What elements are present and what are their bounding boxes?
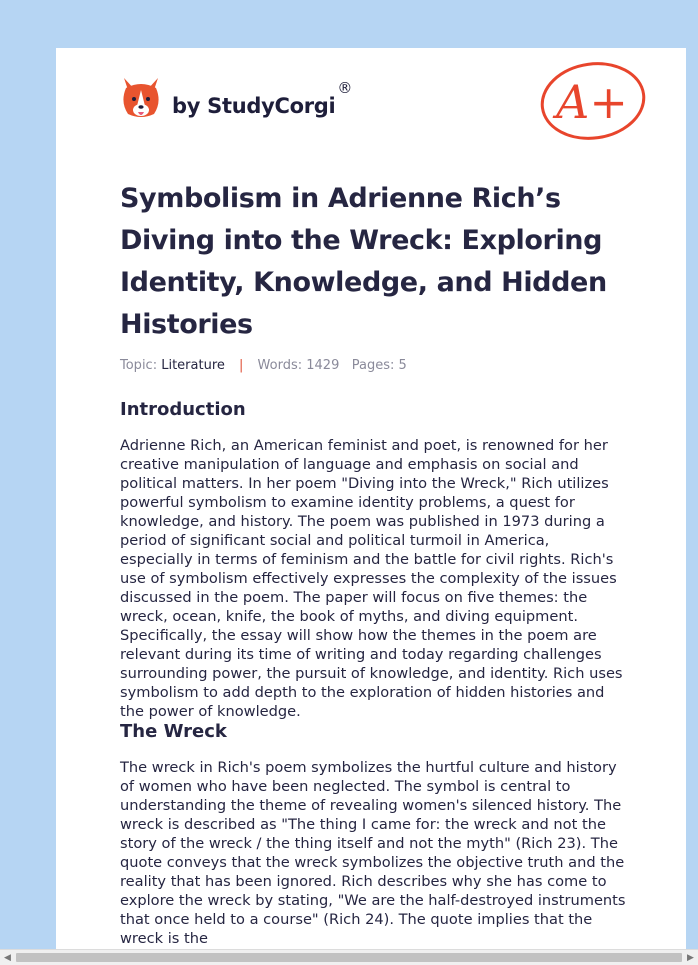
pages-count: 5	[398, 358, 407, 373]
horizontal-scrollbar[interactable]	[0, 949, 698, 965]
section-heading-the-wreck: The Wreck	[120, 721, 227, 742]
topic-link[interactable]: Literature	[161, 358, 225, 373]
words-label: Words:	[257, 358, 303, 373]
grade-text: A+	[556, 75, 628, 129]
article-title: Symbolism in Adrienne Rich’s Diving into the Wreck: Exploring Identity, Knowledge, and Hidden Histories	[120, 183, 607, 340]
brand-name: by StudyCorgi	[172, 94, 336, 118]
article-meta	[120, 358, 626, 373]
corgi-logo-icon	[120, 76, 162, 120]
registered-mark: ®	[337, 79, 353, 97]
pages-label: Pages:	[351, 358, 395, 373]
section-body-the-wreck: The wreck in Rich's poem symbolizes the hurtful culture and history of women who have been neglected. The symbol is central to understanding the theme of revealing women's silenced history. The wreck is described as "The thing I came for: the wreck and not the story of the wreck / the thing itself and not the myth" (Rich 23). The quote conveys that the wreck symbolizes the objective truth and the reality that has been ignored. Rich describes why she has come to explore the wreck by stating, "We are the half-destroyed instruments that once held to a course" (Rich 24). The quote implies that the wreck is the	[120, 759, 626, 947]
scroll-left-arrow-icon[interactable]: ◀	[4, 952, 11, 963]
section-heading-introduction: Introduction	[120, 399, 246, 420]
document-page	[56, 48, 686, 964]
studycorgi-logo[interactable]	[120, 76, 352, 120]
grade-circle-icon	[538, 60, 648, 140]
topic-label: Topic:	[120, 358, 158, 373]
words-count: 1429	[306, 358, 340, 373]
grade-badge	[538, 60, 648, 140]
section-body-introduction: Adrienne Rich, an American feminist and poet, is renowned for her creative manipulation of language and emphasis on social and political matters. In her poem "Diving into the Wreck," Rich utilizes powerful symbolism to examine identity problems, a quest for knowledge, and history. The poem was published in 1973 during a period of significant social and political turmoil in America, especially in terms of feminism and the battle for civil rights. Rich's use of symbolism effectively expresses the complexity of the issues discussed in the poem. The paper will focus on five themes: the wreck, ocean, knife, the book of myths, and diving equipment. Specifically, the essay will show how the themes in the poem are relevant during its time of writing and today regarding challenges surrounding power, the pursuit of knowledge, and identity. Rich uses symbolism to add depth to the exploration of hidden histories and the power of knowledge.	[120, 437, 623, 720]
scroll-right-arrow-icon[interactable]: ▶	[687, 952, 694, 963]
meta-separator: |	[239, 358, 244, 373]
article	[120, 178, 626, 948]
scrollbar-thumb[interactable]	[16, 953, 682, 962]
